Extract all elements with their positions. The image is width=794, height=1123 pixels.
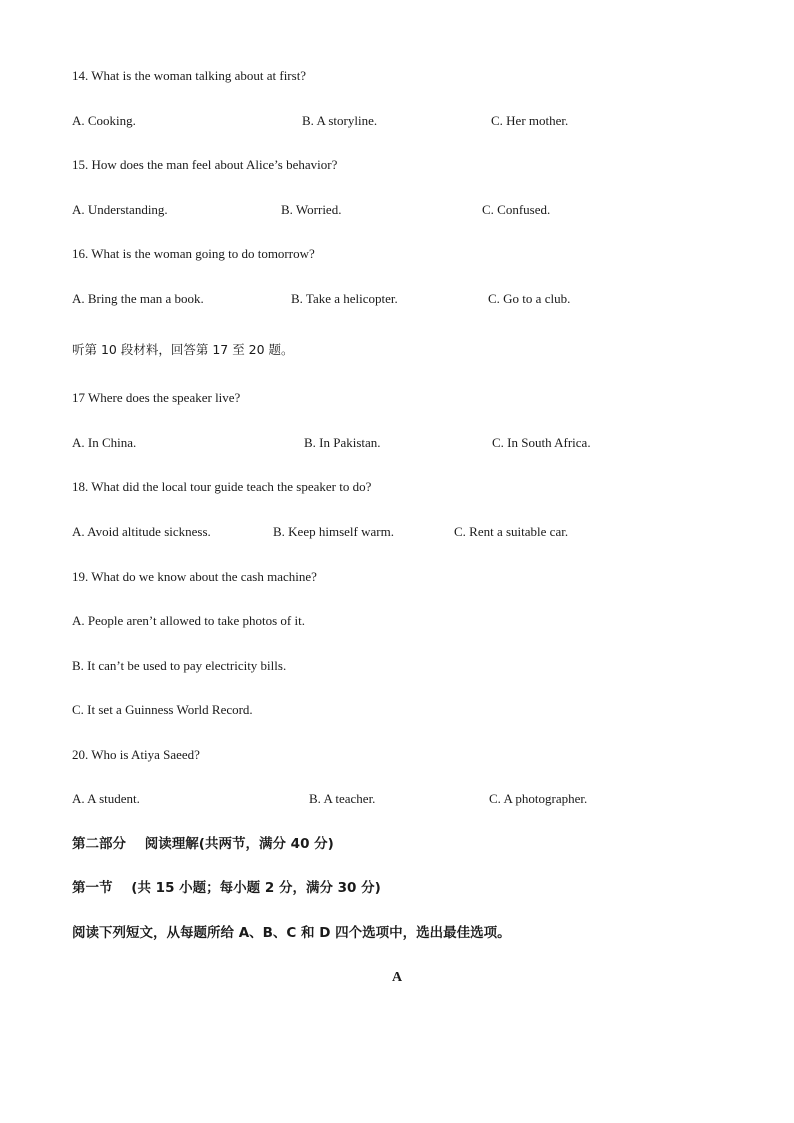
- q20-option-a: A. A student.: [72, 791, 140, 806]
- question-20: 20. Who is Atiya Saeed?: [72, 747, 200, 762]
- q19-option-c: C. It set a Guinness World Record.: [72, 702, 253, 717]
- part2-heading: 第二部分 阅读理解(共两节，满分 40 分): [72, 836, 334, 852]
- q14-option-c: C. Her mother.: [491, 113, 569, 128]
- question-19: 19. What do we know about the cash machine?: [72, 569, 317, 584]
- question-15: 15. How does the man feel about Alice’s behavior?: [72, 157, 338, 172]
- q18-option-b: B. Keep himself warm.: [273, 524, 394, 539]
- q20-option-b: B. A teacher.: [309, 791, 376, 806]
- question-17: 17 Where does the speaker live?: [72, 390, 241, 405]
- question-14: 14. What is the woman talking about at first?: [72, 68, 307, 83]
- passage-label: A: [391, 970, 403, 985]
- q17-option-a: A. In China.: [72, 435, 137, 450]
- part2-instruction: 阅读下列短文，从每题所给 A、B、C 和 D 四个选项中，选出最佳选项。: [72, 925, 511, 941]
- q17-option-b: B. In Pakistan.: [304, 435, 381, 450]
- q20-option-c: C. A photographer.: [489, 791, 588, 806]
- q19-option-b: B. It can’t be used to pay electricity bills.: [72, 658, 287, 673]
- q15-option-b: B. Worried.: [281, 202, 342, 217]
- q16-option-a: A. Bring the man a book.: [72, 291, 204, 306]
- part2-section1-heading: 第一节 (共 15 小题；每小题 2 分，满分 30 分): [72, 880, 381, 896]
- q17-option-c: C. In South Africa.: [492, 435, 591, 450]
- q15-option-a: A. Understanding.: [72, 202, 168, 217]
- q14-option-b: B. A storyline.: [302, 113, 378, 128]
- question-16: 16. What is the woman going to do tomorrow?: [72, 246, 315, 261]
- question-18: 18. What did the local tour guide teach the speaker to do?: [72, 479, 372, 494]
- section-10-instruction: 听第 10 段材料，回答第 17 至 20 题。: [72, 342, 294, 357]
- q19-option-a: A. People aren’t allowed to take photos of it.: [72, 613, 305, 628]
- q15-option-c: C. Confused.: [482, 202, 551, 217]
- q18-option-c: C. Rent a suitable car.: [454, 524, 569, 539]
- q16-option-c: C. Go to a club.: [488, 291, 571, 306]
- q14-option-a: A. Cooking.: [72, 113, 136, 128]
- q18-option-a: A. Avoid altitude sickness.: [72, 524, 211, 539]
- q16-option-b: B. Take a helicopter.: [291, 291, 398, 306]
